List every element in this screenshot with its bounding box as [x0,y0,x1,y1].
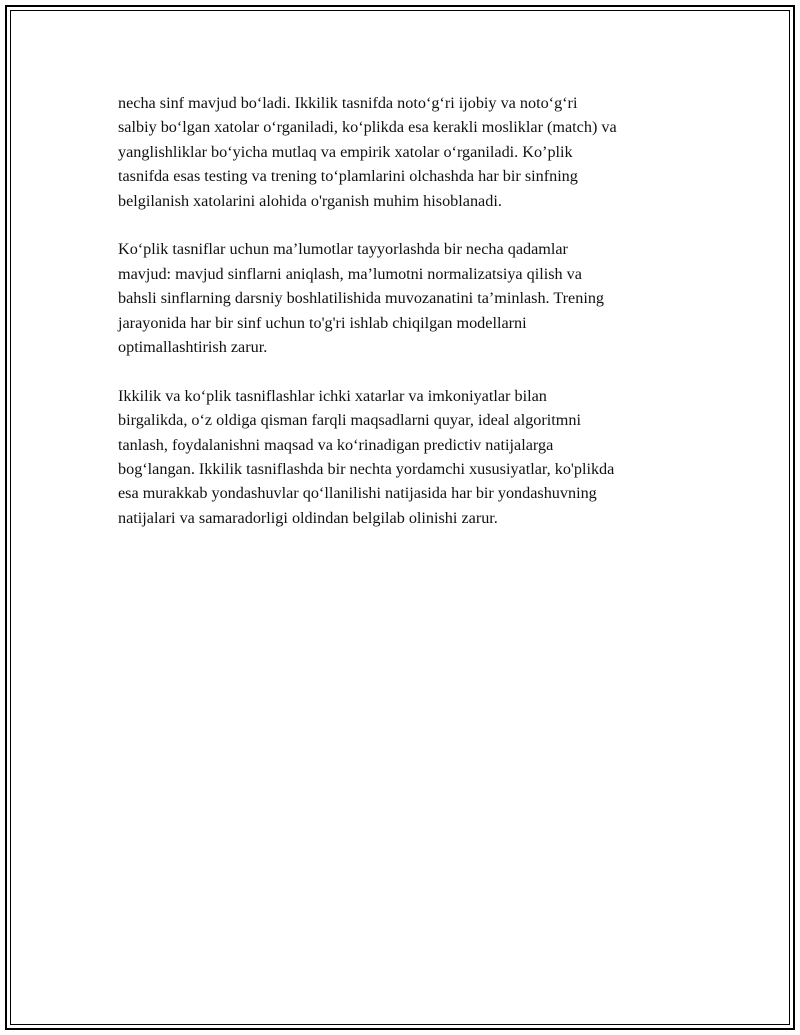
text-line: jarayonida har bir sinf uchun to'g'ri ishlab chiqilgan modellarni [118,313,527,332]
text-line: birgalikda, oʻz oldiga qisman farqli maqsadlarni quyar, ideal algoritmni [118,411,581,430]
text-line: necha sinf mavjud boʻladi. Ikkilik tasnifda notoʻgʻri ijobiy va notoʻgʻri [118,94,578,112]
text-line: salbiy boʻlgan xatolar oʻrganiladi, koʻplikda esa kerakli mosliklar (match) va [118,118,617,137]
text-line: yanglishliklar boʻyicha mutlaq va empirik xatolar oʻrganiladi. Koʼplik [118,142,573,161]
text-line: bahsli sinflarning darsniy boshlatilishida muvozanatini taʼminlash. Trening [118,289,605,308]
paragraph-3 [118,384,693,530]
text-line: belgilanish xatolarini alohida o'rganish muhim hisoblanadi. [118,191,502,210]
text-line: natijalari va samaradorligi oldindan belgilab olinishi zarur. [118,508,498,527]
text-line: tasnifda esas testing va trening toʻplamlarini olchashda har bir sinfning [118,167,578,186]
text-line: bogʻlangan. Ikkilik tasniflashda bir nechta yordamchi xususiyatlar, ko'plikda [118,460,615,479]
paragraph-1 [118,91,693,213]
text-line: esa murakkab yondashuvlar qoʻllanilishi natijasida har bir yondashuvning [118,484,597,503]
text-line: Ikkilik va koʻplik tasniflashlar ichki xatarlar va imkoniyatlar bilan [118,386,547,405]
document-body [118,91,693,555]
paragraph-2 [118,237,693,359]
text-line: optimallashtirish zarur. [118,338,268,357]
text-line: tanlash, foydalanishni maqsad va koʻrinadigan predictiv natijalarga [118,435,554,454]
text-line: Koʻplik tasniflar uchun maʼlumotlar tayyorlashda bir necha qadamlar [118,240,568,259]
text-line: mavjud: mavjud sinflarni aniqlash, maʼlumotni normalizatsiya qilish va [118,264,582,283]
